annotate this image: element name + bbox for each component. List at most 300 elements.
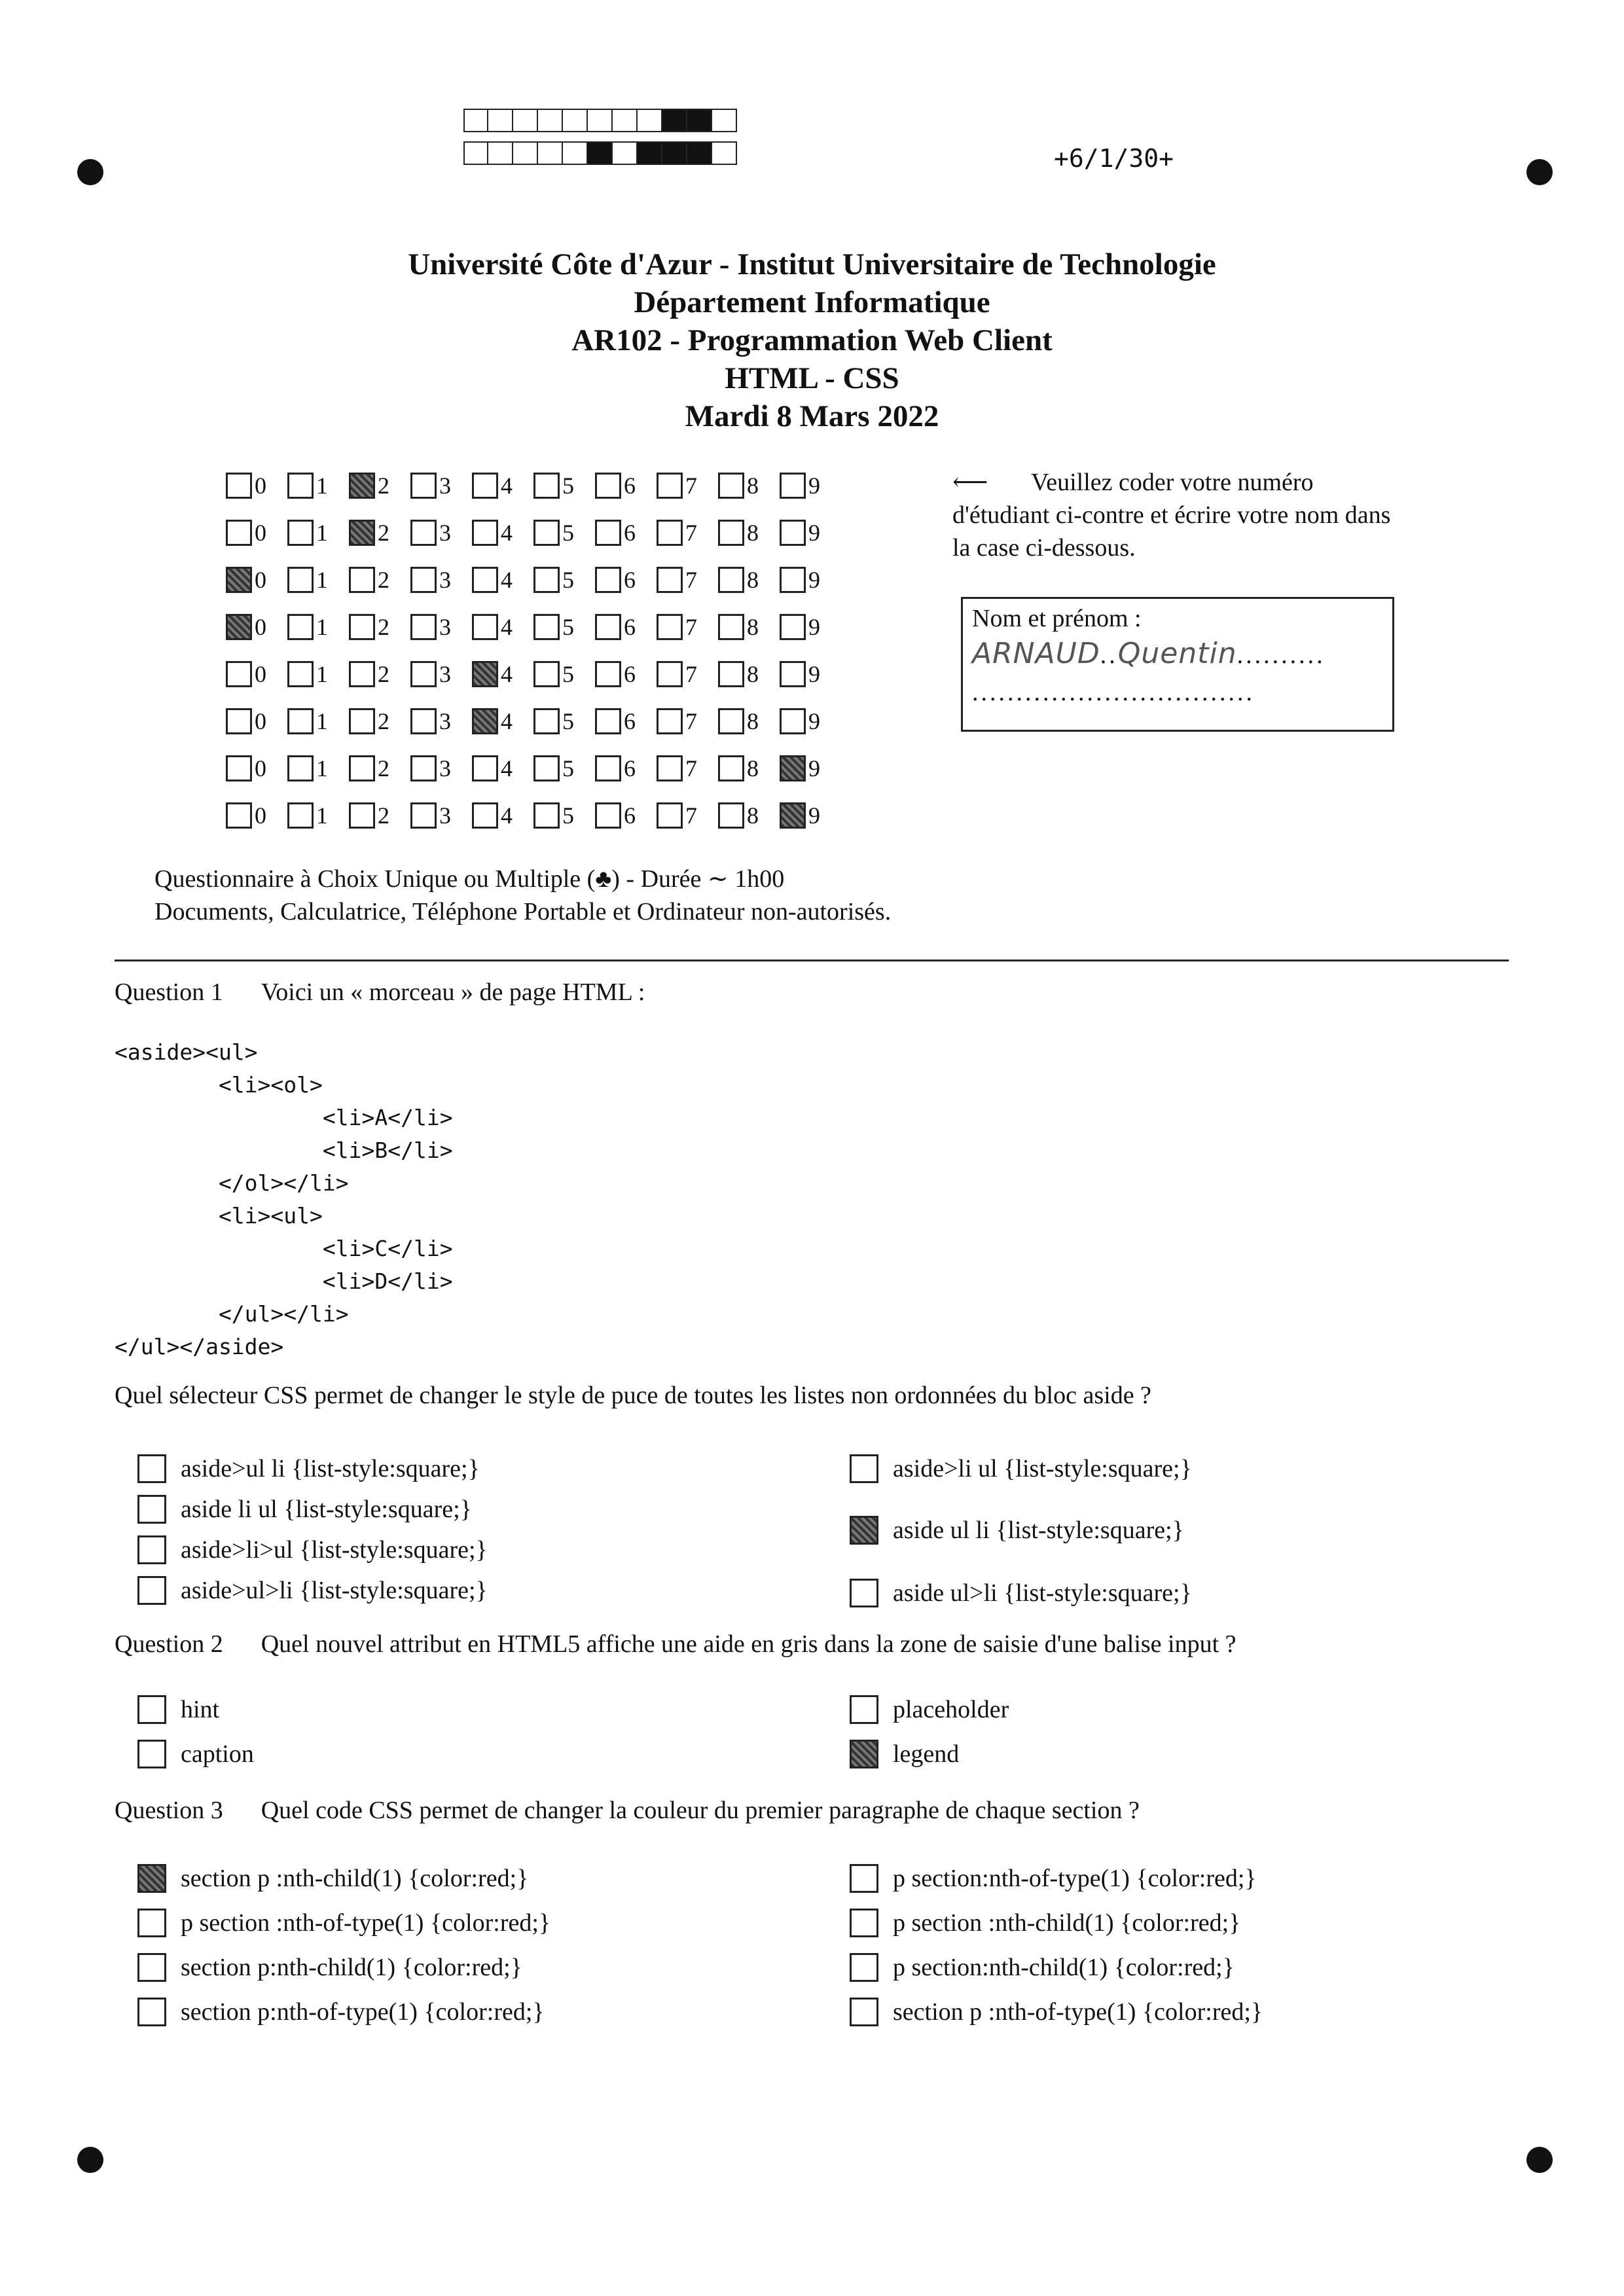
student-id-checkbox[interactable] (718, 661, 744, 687)
header-date: Mardi 8 Mars 2022 (685, 399, 939, 433)
student-id-digit[interactable] (533, 755, 595, 782)
answer-option[interactable] (137, 1740, 254, 1768)
student-id-checkbox[interactable] (533, 567, 560, 593)
answer-checkbox[interactable] (137, 1535, 166, 1564)
student-id-checkbox[interactable] (410, 755, 437, 781)
student-id-digit-label: 7 (685, 473, 697, 499)
student-id-digit-label: 7 (685, 755, 697, 781)
student-id-checkbox[interactable] (410, 802, 437, 829)
student-id-digit[interactable] (410, 566, 472, 594)
student-id-digit-label: 4 (501, 755, 513, 781)
student-id-digit[interactable] (472, 802, 533, 829)
student-id-checkbox[interactable] (780, 755, 806, 781)
student-id-checkbox[interactable] (533, 473, 560, 499)
registration-mark-bottom-left (77, 2147, 103, 2173)
barcode-bottom (463, 141, 737, 165)
student-id-digit[interactable] (780, 755, 841, 782)
student-id-digit[interactable] (472, 660, 533, 688)
name-box-label: Nom et prénom : (972, 605, 1142, 632)
student-id-digit-label: 5 (562, 614, 574, 640)
student-id-digit[interactable] (780, 660, 841, 688)
student-id-digit[interactable] (780, 708, 841, 735)
student-id-digit-label: 2 (378, 802, 389, 829)
student-id-digit[interactable] (472, 566, 533, 594)
student-id-checkbox[interactable] (780, 802, 806, 829)
answer-text: hint (181, 1696, 220, 1723)
student-id-checkbox[interactable] (472, 755, 498, 781)
student-id-checkbox[interactable] (718, 614, 744, 640)
student-id-checkbox[interactable] (472, 614, 498, 640)
student-id-checkbox[interactable] (226, 708, 252, 734)
student-id-checkbox[interactable] (718, 708, 744, 734)
student-id-digit[interactable] (595, 472, 657, 499)
student-id-digit[interactable] (595, 519, 657, 547)
student-id-digit-label: 8 (747, 520, 759, 546)
student-id-digit[interactable] (780, 519, 841, 547)
student-id-checkbox[interactable] (472, 473, 498, 499)
student-id-digit[interactable] (533, 613, 595, 641)
student-id-checkbox[interactable] (657, 473, 683, 499)
student-id-checkbox[interactable] (287, 520, 314, 546)
student-id-digit-label: 4 (501, 520, 513, 546)
student-id-digit[interactable] (287, 755, 349, 782)
answer-text: p section:nth-child(1) {color:red;} (893, 1954, 1235, 1981)
question-2-label: Question 2 (115, 1630, 223, 1658)
answer-option[interactable] (850, 1909, 1240, 1937)
student-id-digit[interactable] (718, 802, 780, 829)
student-id-row (226, 556, 841, 603)
answer-checkbox[interactable] (850, 1909, 878, 1937)
student-id-digit[interactable] (657, 660, 718, 688)
student-id-checkbox[interactable] (349, 802, 375, 829)
student-id-digit-label: 4 (501, 614, 513, 640)
student-id-digit[interactable] (226, 755, 287, 782)
student-id-digit-label: 2 (378, 755, 389, 781)
student-id-digit-label: 2 (378, 567, 389, 593)
student-id-digit-label: 3 (439, 520, 451, 546)
student-id-digit[interactable] (349, 802, 410, 829)
student-id-digit[interactable] (595, 566, 657, 594)
answer-option[interactable] (137, 1454, 480, 1483)
student-id-checkbox[interactable] (472, 520, 498, 546)
registration-mark-top-right (1526, 159, 1553, 185)
student-id-checkbox[interactable] (287, 473, 314, 499)
student-id-digit[interactable] (718, 472, 780, 499)
answer-checkbox[interactable] (850, 1695, 878, 1724)
student-id-digit[interactable] (287, 613, 349, 641)
student-id-checkbox[interactable] (349, 614, 375, 640)
student-id-digit-label: 0 (255, 802, 266, 829)
student-id-digit-label: 3 (439, 567, 451, 593)
student-id-digit[interactable] (472, 472, 533, 499)
question-3-header (115, 1796, 1140, 1825)
student-id-digit[interactable] (226, 566, 287, 594)
student-id-checkbox[interactable] (718, 802, 744, 829)
student-id-checkbox[interactable] (226, 473, 252, 499)
student-id-checkbox[interactable] (595, 708, 621, 734)
student-id-digit-label: 2 (378, 661, 389, 687)
answer-checkbox[interactable] (137, 1576, 166, 1605)
handwritten-surname: ARNAUD (972, 637, 1100, 670)
student-id-digit-label: 0 (255, 661, 266, 687)
student-id-digit[interactable] (657, 708, 718, 735)
student-id-digit-label: 9 (808, 708, 820, 734)
student-id-checkbox[interactable] (595, 755, 621, 781)
question-1-code: <aside><ul> <li><ol> <li>A</li> <li>B</li> </ol></li> <li><ul> <li>C</li> <li>D</li> </ul></li> </ul></aside> (115, 1039, 453, 1359)
student-id-checkbox[interactable] (287, 567, 314, 593)
answer-option[interactable] (137, 1953, 522, 1982)
student-id-digit[interactable] (287, 519, 349, 547)
student-id-digit-label: 5 (562, 567, 574, 593)
student-id-checkbox[interactable] (349, 567, 375, 593)
student-id-digit-label: 0 (255, 520, 266, 546)
student-id-digit-label: 0 (255, 614, 266, 640)
student-id-digit-label: 2 (378, 708, 389, 734)
student-id-row (226, 603, 841, 651)
student-id-digit[interactable] (657, 755, 718, 782)
header-university: Université Côte d'Azur - Institut Universitaire de Technologie (408, 247, 1216, 281)
student-id-checkbox[interactable] (410, 473, 437, 499)
student-id-checkbox[interactable] (533, 520, 560, 546)
answer-option[interactable] (850, 1516, 1184, 1545)
student-id-digit-label: 5 (562, 473, 574, 499)
student-id-checkbox[interactable] (595, 614, 621, 640)
student-id-digit-label: 7 (685, 614, 697, 640)
barcode-top (463, 109, 737, 132)
answer-checkbox[interactable] (137, 1864, 166, 1893)
student-id-digit[interactable] (472, 755, 533, 782)
student-id-digit[interactable] (349, 519, 410, 547)
student-id-digit-label: 7 (685, 802, 697, 829)
student-id-digit-label: 5 (562, 708, 574, 734)
answer-option[interactable] (850, 1740, 959, 1768)
answer-text: legend (893, 1740, 960, 1768)
student-id-digit-label: 4 (501, 567, 513, 593)
student-id-digit[interactable] (349, 660, 410, 688)
student-id-checkbox[interactable] (657, 567, 683, 593)
student-id-digit[interactable] (657, 519, 718, 547)
answer-option[interactable] (850, 1454, 1192, 1483)
student-id-checkbox[interactable] (410, 614, 437, 640)
student-id-checkbox[interactable] (226, 755, 252, 781)
student-id-digit-label: 4 (501, 708, 513, 734)
student-id-digit-label: 5 (562, 802, 574, 829)
student-id-digit[interactable] (287, 802, 349, 829)
student-id-digit[interactable] (718, 708, 780, 735)
student-id-digit[interactable] (780, 802, 841, 829)
student-id-digit-label: 6 (624, 567, 636, 593)
student-id-row (226, 698, 841, 745)
student-id-digit[interactable] (226, 660, 287, 688)
name-box[interactable] (961, 597, 1394, 732)
student-id-checkbox[interactable] (595, 802, 621, 829)
student-id-digit[interactable] (718, 755, 780, 782)
student-id-digit-label: 0 (255, 473, 266, 499)
student-id-checkbox[interactable] (657, 614, 683, 640)
student-id-digit-label: 3 (439, 661, 451, 687)
student-id-checkbox[interactable] (533, 661, 560, 687)
answer-checkbox[interactable] (137, 1495, 166, 1524)
student-id-digit-label: 1 (316, 567, 328, 593)
handwritten-firstname: Quentin (1117, 637, 1237, 670)
student-id-checkbox[interactable] (533, 708, 560, 734)
student-id-checkbox[interactable] (657, 661, 683, 687)
arrow-left-icon: ⟵ (952, 469, 988, 496)
answer-option[interactable] (850, 1579, 1192, 1607)
student-id-checkbox[interactable] (287, 708, 314, 734)
answer-option[interactable] (850, 1998, 1263, 2026)
student-id-checkbox[interactable] (410, 567, 437, 593)
student-id-checkbox[interactable] (657, 755, 683, 781)
student-id-digit-label: 7 (685, 567, 697, 593)
student-id-checkbox[interactable] (595, 567, 621, 593)
student-id-checkbox[interactable] (533, 614, 560, 640)
student-id-digit[interactable] (657, 613, 718, 641)
student-id-digit[interactable] (533, 472, 595, 499)
student-id-digit[interactable] (410, 613, 472, 641)
student-id-digit-label: 8 (747, 802, 759, 829)
student-id-digit[interactable] (349, 708, 410, 735)
student-id-digit-label: 3 (439, 802, 451, 829)
answer-text: aside ul li {list-style:square;} (893, 1516, 1184, 1544)
student-id-digit-label: 6 (624, 473, 636, 499)
header-subject: HTML - CSS (725, 361, 899, 395)
student-id-digit[interactable] (533, 802, 595, 829)
student-id-checkbox[interactable] (472, 567, 498, 593)
student-id-digit-label: 6 (624, 520, 636, 546)
answer-option[interactable] (137, 1864, 528, 1893)
student-id-row (226, 509, 841, 556)
header-department: Département Informatique (634, 285, 990, 319)
student-id-digit[interactable] (410, 660, 472, 688)
answer-checkbox[interactable] (850, 1998, 878, 2026)
answer-option[interactable] (137, 1535, 488, 1564)
student-id-checkbox[interactable] (595, 520, 621, 546)
student-id-checkbox[interactable] (657, 520, 683, 546)
student-id-digit-label: 8 (747, 708, 759, 734)
student-id-checkbox[interactable] (595, 473, 621, 499)
student-id-digit-label: 8 (747, 661, 759, 687)
student-id-checkbox[interactable] (780, 520, 806, 546)
student-id-digit-label: 1 (316, 661, 328, 687)
student-id-digit[interactable] (657, 566, 718, 594)
student-id-digit[interactable] (780, 472, 841, 499)
student-id-checkbox[interactable] (410, 708, 437, 734)
student-id-digit[interactable] (472, 708, 533, 735)
answer-checkbox[interactable] (850, 1579, 878, 1607)
student-id-digit-label: 6 (624, 661, 636, 687)
answer-option[interactable] (137, 1695, 219, 1724)
name-line-2: ................................ (972, 679, 1255, 706)
student-id-checkbox[interactable] (472, 661, 498, 687)
answer-text: p section :nth-child(1) {color:red;} (893, 1909, 1241, 1937)
answer-option[interactable] (137, 1998, 545, 2026)
student-id-digit[interactable] (226, 519, 287, 547)
question-2-prompt: Quel nouvel attribut en HTML5 affiche une aide en gris dans la zone de saisie d'une balise input ? (261, 1630, 1236, 1658)
student-id-digit[interactable] (410, 755, 472, 782)
answer-checkbox[interactable] (137, 1953, 166, 1982)
answer-checkbox[interactable] (137, 1454, 166, 1483)
student-id-digit[interactable] (533, 566, 595, 594)
student-id-checkbox[interactable] (780, 661, 806, 687)
student-id-digit-label: 9 (808, 802, 820, 829)
student-id-row (226, 792, 841, 839)
answer-option[interactable] (137, 1576, 488, 1605)
student-id-digit[interactable] (410, 802, 472, 829)
student-id-checkbox[interactable] (226, 614, 252, 640)
student-id-digit-label: 2 (378, 614, 389, 640)
answer-text: section p:nth-of-type(1) {color:red;} (181, 1998, 545, 2026)
student-id-checkbox[interactable] (287, 614, 314, 640)
student-id-checkbox[interactable] (780, 614, 806, 640)
student-id-checkbox[interactable] (349, 520, 375, 546)
student-id-checkbox[interactable] (349, 661, 375, 687)
student-id-digit-label: 7 (685, 708, 697, 734)
student-id-checkbox[interactable] (226, 802, 252, 829)
answer-checkbox[interactable] (137, 1998, 166, 2026)
student-id-digit[interactable] (657, 802, 718, 829)
answer-option[interactable] (850, 1953, 1235, 1982)
student-id-digit[interactable] (287, 566, 349, 594)
student-id-digit[interactable] (533, 660, 595, 688)
answer-option[interactable] (137, 1495, 472, 1524)
student-id-checkbox[interactable] (349, 755, 375, 781)
student-id-checkbox[interactable] (287, 802, 314, 829)
student-id-row (226, 651, 841, 698)
student-id-digit[interactable] (780, 613, 841, 641)
student-id-digit[interactable] (595, 708, 657, 735)
student-id-digit[interactable] (226, 802, 287, 829)
student-id-digit-label: 6 (624, 708, 636, 734)
student-id-digit-label: 4 (501, 661, 513, 687)
answer-text: aside ul>li {list-style:square;} (893, 1579, 1192, 1607)
student-id-digit-label: 2 (378, 473, 389, 499)
student-id-digit[interactable] (472, 613, 533, 641)
student-id-checkbox[interactable] (718, 755, 744, 781)
exam-meta (154, 863, 891, 928)
answer-option[interactable] (137, 1909, 550, 1937)
answer-checkbox[interactable] (850, 1740, 878, 1768)
student-id-checkbox[interactable] (226, 567, 252, 593)
student-id-digit[interactable] (595, 660, 657, 688)
answer-text: aside>li ul {list-style:square;} (893, 1455, 1192, 1482)
student-id-digit[interactable] (533, 519, 595, 547)
student-id-checkbox[interactable] (595, 661, 621, 687)
student-id-digit[interactable] (718, 519, 780, 547)
student-id-digit-label: 9 (808, 614, 820, 640)
student-id-digit[interactable] (226, 613, 287, 641)
student-id-digit-label: 9 (808, 755, 820, 781)
student-id-digit[interactable] (780, 566, 841, 594)
student-id-digit[interactable] (718, 613, 780, 641)
student-id-digit[interactable] (718, 660, 780, 688)
answer-text: aside>li>ul {list-style:square;} (181, 1536, 488, 1564)
exam-rules: Documents, Calculatrice, Téléphone Portable et Ordinateur non-autorisés. (154, 898, 892, 925)
student-id-checkbox[interactable] (657, 802, 683, 829)
student-id-digit[interactable] (287, 708, 349, 735)
student-id-digit[interactable] (595, 613, 657, 641)
student-id-digit[interactable] (410, 708, 472, 735)
header-course: AR102 - Programmation Web Client (571, 323, 1053, 357)
student-id-digit-label: 7 (685, 520, 697, 546)
student-id-digit[interactable] (226, 708, 287, 735)
student-id-checkbox[interactable] (287, 661, 314, 687)
answer-text: section p :nth-of-type(1) {color:red;} (893, 1998, 1263, 2026)
student-id-checkbox[interactable] (657, 708, 683, 734)
student-id-digit-label: 2 (378, 520, 389, 546)
student-id-digit[interactable] (410, 519, 472, 547)
student-id-checkbox[interactable] (533, 802, 560, 829)
student-id-checkbox[interactable] (718, 520, 744, 546)
answer-checkbox[interactable] (850, 1864, 878, 1893)
student-id-checkbox[interactable] (226, 661, 252, 687)
student-id-checkbox[interactable] (349, 473, 375, 499)
answer-checkbox[interactable] (850, 1953, 878, 1982)
answer-checkbox[interactable] (850, 1516, 878, 1545)
answer-checkbox[interactable] (850, 1454, 878, 1483)
student-id-checkbox[interactable] (226, 520, 252, 546)
student-id-digit[interactable] (718, 566, 780, 594)
answer-option[interactable] (850, 1864, 1257, 1893)
answer-option[interactable] (850, 1695, 1009, 1724)
student-id-checkbox[interactable] (410, 520, 437, 546)
student-id-checkbox[interactable] (780, 567, 806, 593)
student-id-digit-label: 5 (562, 661, 574, 687)
student-id-digit-label: 3 (439, 755, 451, 781)
student-id-checkbox[interactable] (349, 708, 375, 734)
student-id-checkbox[interactable] (287, 755, 314, 781)
student-id-digit[interactable] (349, 755, 410, 782)
student-id-digit-label: 3 (439, 473, 451, 499)
student-id-digit[interactable] (472, 519, 533, 547)
student-id-checkbox[interactable] (780, 708, 806, 734)
student-id-digit[interactable] (595, 802, 657, 829)
student-id-digit[interactable] (349, 472, 410, 499)
student-id-checkbox[interactable] (472, 708, 498, 734)
answer-checkbox[interactable] (137, 1695, 166, 1724)
student-id-digit[interactable] (349, 566, 410, 594)
student-id-digit[interactable] (349, 613, 410, 641)
student-id-checkbox[interactable] (472, 802, 498, 829)
student-id-digit-label: 0 (255, 755, 266, 781)
student-id-digit-label: 8 (747, 473, 759, 499)
answer-checkbox[interactable] (137, 1740, 166, 1768)
student-id-checkbox[interactable] (780, 473, 806, 499)
question-2-header (115, 1630, 1236, 1659)
answer-text: section p:nth-child(1) {color:red;} (181, 1954, 522, 1981)
answer-text: aside li ul {list-style:square;} (181, 1496, 472, 1523)
id-instructions (952, 466, 1404, 564)
student-id-row (226, 462, 841, 509)
student-id-checkbox[interactable] (718, 567, 744, 593)
student-id-digit[interactable] (287, 660, 349, 688)
student-id-digit-label: 1 (316, 520, 328, 546)
student-id-digit[interactable] (226, 472, 287, 499)
student-id-checkbox[interactable] (718, 473, 744, 499)
student-id-digit-label: 6 (624, 802, 636, 829)
student-id-digit-label: 9 (808, 520, 820, 546)
student-id-digit[interactable] (533, 708, 595, 735)
student-id-digit[interactable] (657, 472, 718, 499)
student-id-digit-label: 8 (747, 614, 759, 640)
student-id-checkbox[interactable] (410, 661, 437, 687)
student-id-digit-label: 3 (439, 708, 451, 734)
student-id-digit[interactable] (595, 755, 657, 782)
student-id-checkbox[interactable] (533, 755, 560, 781)
student-id-digit[interactable] (287, 472, 349, 499)
answer-checkbox[interactable] (137, 1909, 166, 1937)
student-id-digit[interactable] (410, 472, 472, 499)
